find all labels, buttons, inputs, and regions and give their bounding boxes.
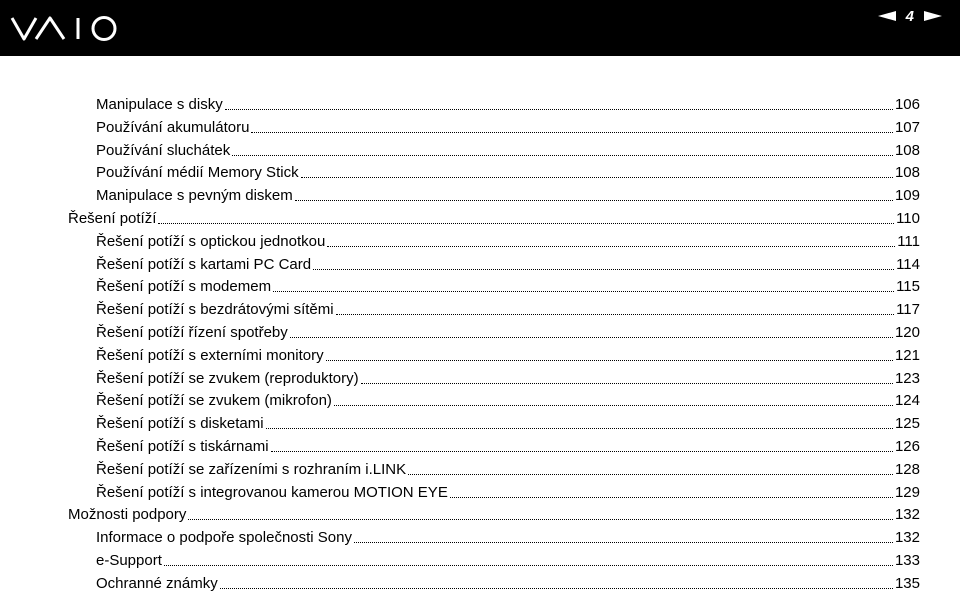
page-header [0,0,960,56]
page-number: 4 [905,7,914,25]
vaio-logo [10,12,122,44]
toc-entry-page: 132 [894,506,920,523]
toc-entry-page: 129 [894,484,920,501]
toc-entry-label: Řešení potíží s bezdrátovými sítěmi [96,301,334,318]
toc-entry-page: 120 [894,324,920,341]
toc-entry-label: Řešení potíží s integrovanou kamerou MOTION EYE [96,484,448,501]
toc-entry[interactable] [96,438,920,456]
dot-leader [361,382,893,384]
dot-leader [225,108,893,110]
toc-entry-label: Řešení potíží s tiskárnami [96,438,269,455]
toc-entry[interactable] [96,256,920,274]
toc-entry-label: e-Support [96,552,162,569]
dot-leader [326,359,893,361]
toc-entry-page: 109 [894,187,920,204]
toc-entry[interactable] [96,529,920,547]
dot-leader [188,518,893,520]
toc-entry[interactable] [96,96,920,114]
toc-entry-page: 123 [894,370,920,387]
toc-entry[interactable] [96,301,920,319]
dot-leader [290,336,893,338]
toc-entry[interactable] [96,484,920,502]
dot-leader [164,564,893,566]
toc-entry-page: 108 [894,142,920,159]
arrow-right-icon[interactable] [924,11,942,21]
toc-entry-page: 133 [894,552,920,569]
toc-entry-label: Možnosti podpory [68,506,187,523]
toc-entry[interactable] [96,278,920,296]
toc-entry[interactable] [68,506,920,524]
dot-leader [334,404,893,406]
dot-leader [301,176,893,178]
toc-entry[interactable] [96,187,920,205]
toc-entry-page: 110 [896,210,920,227]
toc-entry[interactable] [96,552,920,570]
toc-entry[interactable] [96,370,920,388]
toc-entry-page: 132 [894,529,920,546]
toc-entry[interactable] [96,233,920,251]
toc-entry-label: Používání médií Memory Stick [96,164,299,181]
toc-entry-page: 128 [894,461,920,478]
arrow-left-icon[interactable] [878,11,896,21]
dot-leader [295,199,893,201]
toc-entry-page: 114 [896,256,920,273]
toc-entry-label: Řešení potíží [68,210,157,227]
dot-leader [271,450,893,452]
toc-entry[interactable] [96,415,920,433]
toc-entry-page: 124 [894,392,920,409]
toc-entry-page: 121 [894,347,920,364]
toc-entry-page: 126 [894,438,920,455]
toc-entry[interactable] [96,347,920,365]
toc-entry-label: Řešení potíží se zařízeními s rozhraním i.LINK [96,461,407,478]
toc-entry-page: 135 [894,575,920,592]
dot-leader [273,290,894,292]
toc-entry[interactable] [96,142,920,160]
dot-leader [327,245,895,247]
dot-leader [313,268,894,270]
toc-entry-label: Informace o podpoře společnosti Sony [96,529,352,546]
dot-leader [158,222,894,224]
toc-entry-label: Řešení potíží se zvukem (reproduktory) [96,370,359,387]
toc-entry[interactable] [96,119,920,137]
toc-entry-page: 107 [894,119,920,136]
toc-entry[interactable] [96,164,920,182]
toc-entry-label: Řešení potíží s optickou jednotkou [96,233,326,250]
dot-leader [220,587,893,589]
toc-entry-page: 125 [894,415,920,432]
toc-entry-label: Řešení potíží řízení spotřeby [96,324,288,341]
toc-entry[interactable] [96,324,920,342]
toc-entry-label: Řešení potíží s modemem [96,278,272,295]
toc-entry-label: Řešení potíží s disketami [96,415,264,432]
toc-entry[interactable] [68,210,920,228]
toc-entry-page: 111 [897,233,920,250]
page-navigator [878,3,942,29]
toc-entry[interactable] [96,575,920,593]
toc-entry-page: 108 [894,164,920,181]
dot-leader [232,154,893,156]
toc-entry-label: Manipulace s pevným diskem [96,187,293,204]
toc-entry-page: 106 [894,96,920,113]
toc-entry-label: Manipulace s disky [96,96,223,113]
dot-leader [408,473,893,475]
toc-entry[interactable] [96,461,920,479]
toc-entry-label: Ochranné známky [96,575,218,592]
toc-entry-label: Řešení potíží s kartami PC Card [96,256,312,273]
dot-leader [251,131,893,133]
toc-entry-label: Řešení potíží se zvukem (mikrofon) [96,392,332,409]
dot-leader [336,313,894,315]
toc-entry-label: Používání sluchátek [96,142,231,159]
dot-leader [450,496,893,498]
toc-entry-label: Používání akumulátoru [96,119,250,136]
dot-leader [354,541,893,543]
toc-entry[interactable] [96,392,920,410]
toc-entry-page: 115 [896,278,920,295]
dot-leader [266,427,893,429]
toc-entry-label: Řešení potíží s externími monitory [96,347,324,364]
toc-entry-page: 117 [896,301,920,318]
